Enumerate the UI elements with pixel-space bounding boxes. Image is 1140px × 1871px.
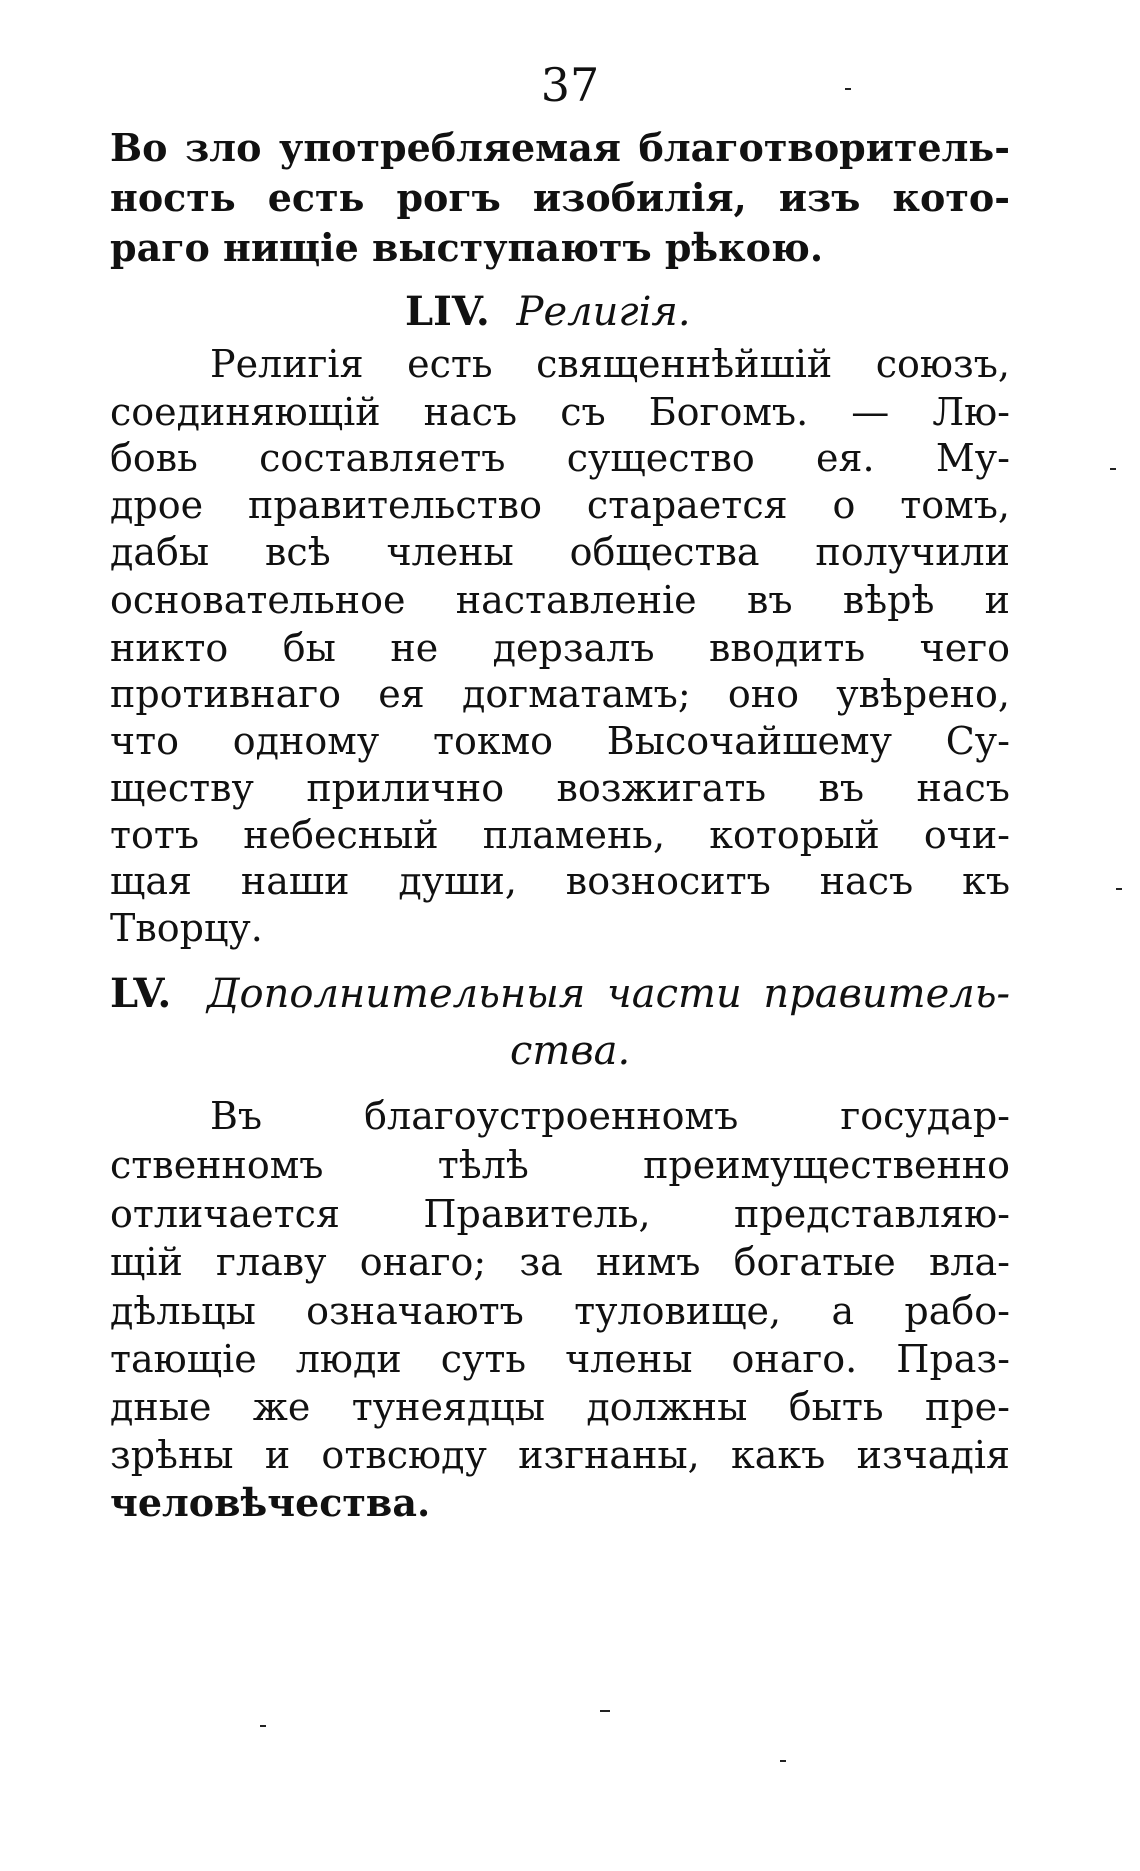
scan-speck [260,1725,266,1727]
text-line: бовь составляетъ существо ея. Му- [110,436,1010,480]
text-line: дѣльцы означаютъ туловище, а рабо- [110,1289,1010,1333]
section-title: Дополнительныя части правитель- [207,971,1010,1017]
text-line: зрѣны и отвсюду изгнаны, какъ изчадія [110,1433,1010,1477]
text-line: Творцу. [110,906,263,950]
page-number: 37 [540,58,600,112]
section-title-continued: ства. [510,1028,631,1074]
text-line: дабы всѣ члены общества получили [110,530,1010,574]
text-line: щій главу онаго; за нимъ богатые вла- [110,1240,1010,1284]
text-line: Религія есть священнѣйшій союзъ, [210,342,1010,386]
scan-speck [845,88,851,90]
text-line: ществу прилично возжигать въ насъ [110,766,1010,810]
section-numeral: LIV. [405,288,490,335]
text-line: Въ благоустроенномъ государ- [210,1094,1010,1138]
text-line: ность есть рогъ изобилія, изъ кото- [110,175,1010,220]
text-line: ственномъ тѣлѣ преимущественно [110,1143,1010,1187]
text-line: что одному токмо Высочайшему Су- [110,719,1010,763]
scan-speck [1110,468,1116,470]
text-line: тотъ небесный пламень, который очи- [110,813,1010,857]
scan-speck [600,1710,610,1712]
text-line: соединяющій насъ съ Богомъ. — Лю- [110,390,1010,434]
text-line: Во зло употребляемая благотворитель- [110,125,1010,170]
section-heading-line [110,968,1010,1020]
section-title: Религія. [516,289,691,335]
section-heading-54 [405,288,691,335]
section-numeral: LV. [110,970,172,1017]
text-line: никто бы не дерзалъ вводить чего [110,626,1010,670]
text-line: человѣчества. [110,1480,431,1525]
text-line: тающіе люди суть члены онаго. Праз- [110,1337,1010,1381]
scan-speck [780,1760,786,1762]
text-line: дрое правительство старается о томъ, [110,483,1010,527]
text-line: щая наши души, возноситъ насъ къ [110,859,1010,903]
text-line: раго нищіе выступаютъ рѣкою. [110,225,824,270]
text-line: дные же тунеядцы должны быть пре- [110,1385,1010,1429]
text-line: отличается Правитель, представляю- [110,1192,1010,1236]
text-line: основательное наставленіе въ вѣрѣ и [110,578,1010,622]
text-line: противнаго ея догматамъ; оно увѣрено, [110,672,1010,716]
scan-speck [1116,888,1122,890]
